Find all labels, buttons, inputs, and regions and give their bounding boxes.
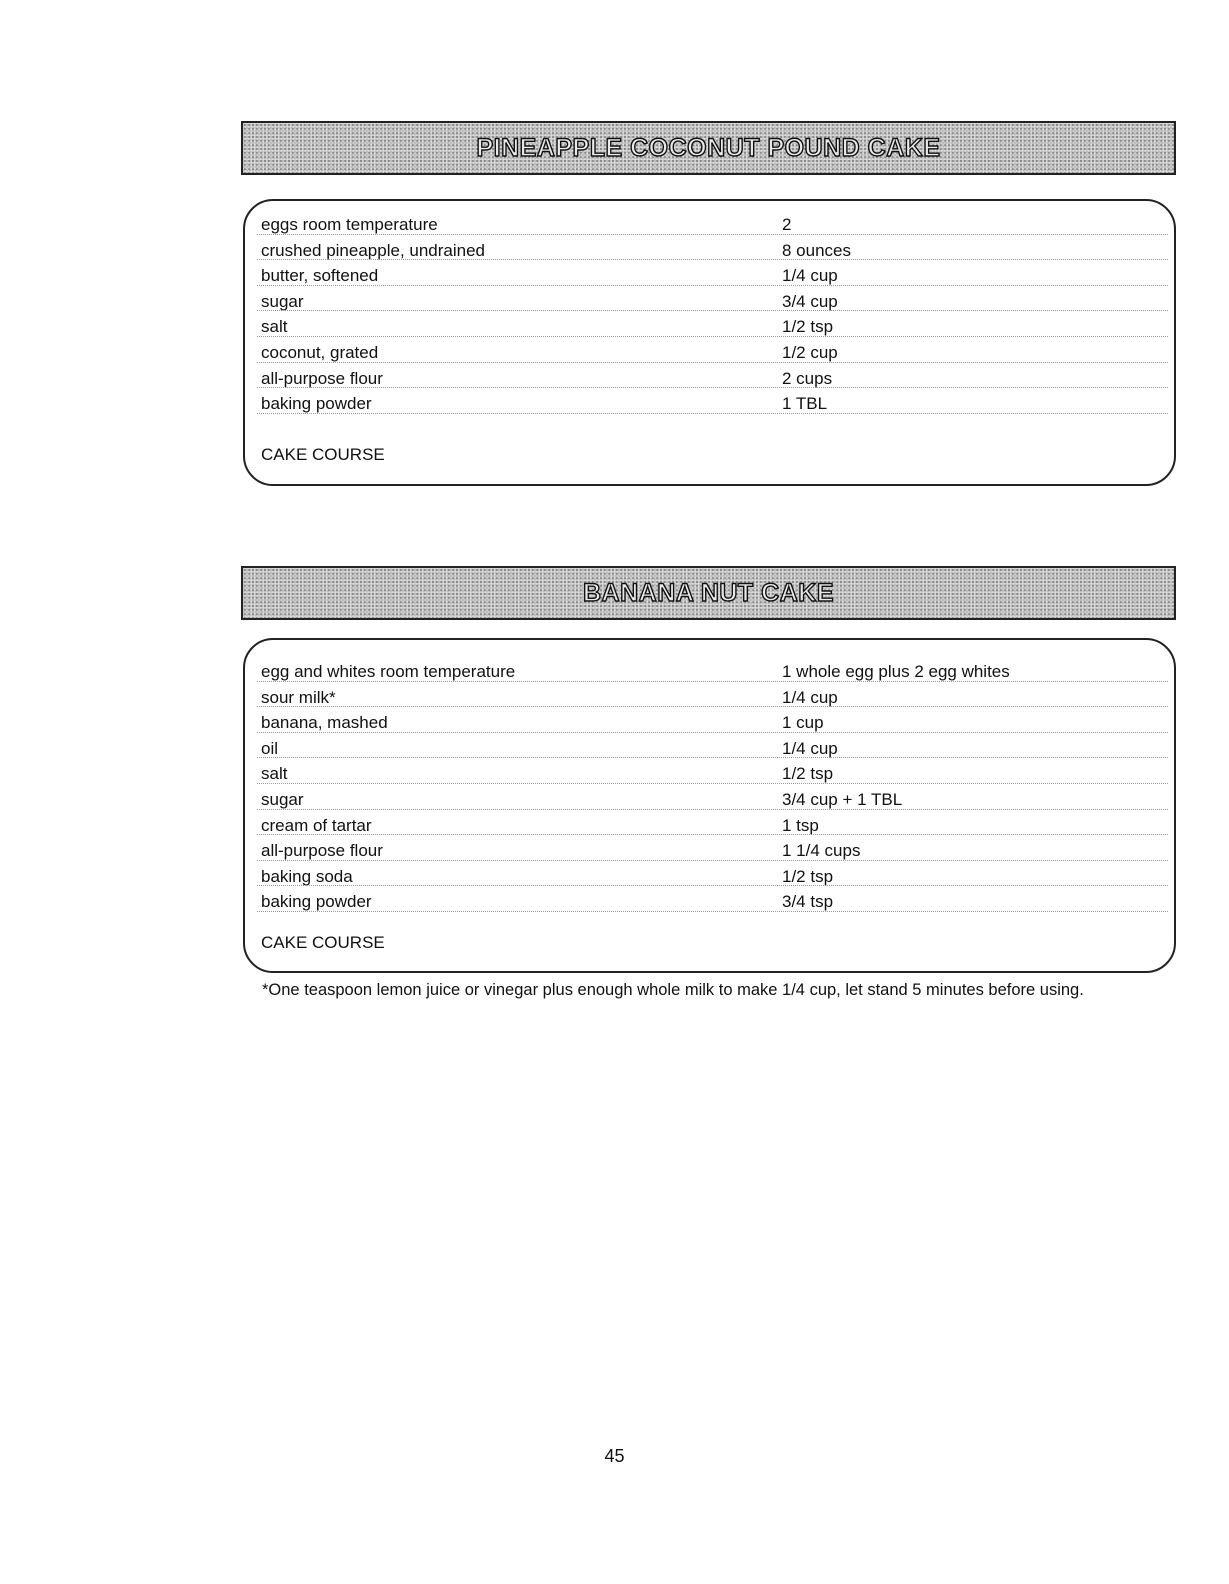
ingredient-name: egg and whites room temperature (261, 662, 516, 681)
ingredient-name: oil (261, 738, 279, 758)
ingredient-name: crushed pineapple, undrained (261, 240, 486, 260)
ingredient-row (245, 685, 1174, 711)
ingredient-amount: 1/4 cup (782, 738, 838, 758)
ingredient-amount: 1 tsp (782, 815, 819, 835)
page-number: 45 (604, 1446, 625, 1466)
ingredient-name: salt (261, 317, 288, 337)
ingredient-amount: 3/4 cup (782, 291, 838, 311)
ingredient-name: sugar (261, 789, 304, 809)
ingredient-amount: 1 TBL (782, 394, 828, 414)
ingredient-name: sour milk* (261, 687, 336, 707)
ingredient-row (245, 263, 1174, 289)
ingredient-name: all-purpose flour (261, 368, 383, 388)
ingredient-amount: 3/4 tsp (782, 892, 834, 912)
ingredients-card (243, 638, 1176, 973)
ingredient-list (245, 212, 1174, 417)
ingredient-row (245, 366, 1174, 392)
ingredient-amount: 1/2 tsp (782, 764, 834, 784)
ingredient-name: cream of tartar (261, 815, 372, 835)
ingredient-name: butter, softened (261, 266, 379, 286)
ingredient-amount: 1/2 tsp (782, 866, 834, 886)
ingredient-amount: 8 ounces (782, 240, 851, 260)
ingredient-name: sugar (261, 291, 304, 311)
recipe-title: BANANA NUT CAKE (582, 578, 834, 607)
ingredient-amount: 1/4 cup (782, 266, 838, 286)
course-label: CAKE COURSE (261, 445, 385, 464)
ingredient-name: eggs room temperature (261, 215, 438, 234)
ingredient-row (245, 314, 1174, 340)
recipe-title-banner (241, 566, 1176, 620)
ingredient-row (245, 710, 1174, 736)
ingredient-amount: 2 cups (782, 368, 833, 388)
course-label: CAKE COURSE (261, 933, 385, 952)
ingredient-name: baking powder (261, 892, 372, 912)
ingredient-name: baking powder (261, 394, 372, 414)
ingredient-row (245, 289, 1174, 315)
ingredient-amount: 1/2 cup (782, 342, 838, 362)
recipe-title: PINEAPPLE COCONUT POUND CAKE (476, 133, 941, 162)
footnote: *One teaspoon lemon juice or vinegar plus enough whole milk to make 1/4 cup, let stand 5 minutes before using. (262, 981, 1084, 999)
ingredient-row (245, 787, 1174, 813)
ingredient-name: baking soda (261, 866, 353, 886)
ingredient-name: all-purpose flour (261, 841, 383, 861)
ingredient-row (245, 864, 1174, 890)
ingredient-amount: 1 cup (782, 713, 824, 733)
ingredient-row (245, 761, 1174, 787)
ingredient-row (245, 212, 1174, 238)
ingredient-amount: 2 (782, 215, 792, 234)
ingredient-amount: 1/4 cup (782, 687, 838, 707)
ingredient-row (245, 659, 1174, 685)
ingredient-row (245, 736, 1174, 762)
ingredient-name: banana, mashed (261, 713, 388, 733)
ingredient-amount: 3/4 cup + 1 TBL (782, 789, 903, 809)
ingredient-row (245, 838, 1174, 864)
ingredient-row (245, 340, 1174, 366)
recipe-title-banner (241, 121, 1176, 175)
ingredient-name: coconut, grated (261, 342, 379, 362)
ingredient-list (245, 659, 1174, 915)
ingredient-name: salt (261, 764, 288, 784)
ingredients-card (243, 199, 1176, 486)
ingredient-amount: 1/2 tsp (782, 317, 834, 337)
ingredient-amount: 1 1/4 cups (782, 841, 861, 861)
ingredient-row (245, 813, 1174, 839)
ingredient-row (245, 889, 1174, 915)
ingredient-row (245, 391, 1174, 417)
ingredient-amount: 1 whole egg plus 2 egg whites (782, 662, 1010, 681)
ingredient-row (245, 238, 1174, 264)
